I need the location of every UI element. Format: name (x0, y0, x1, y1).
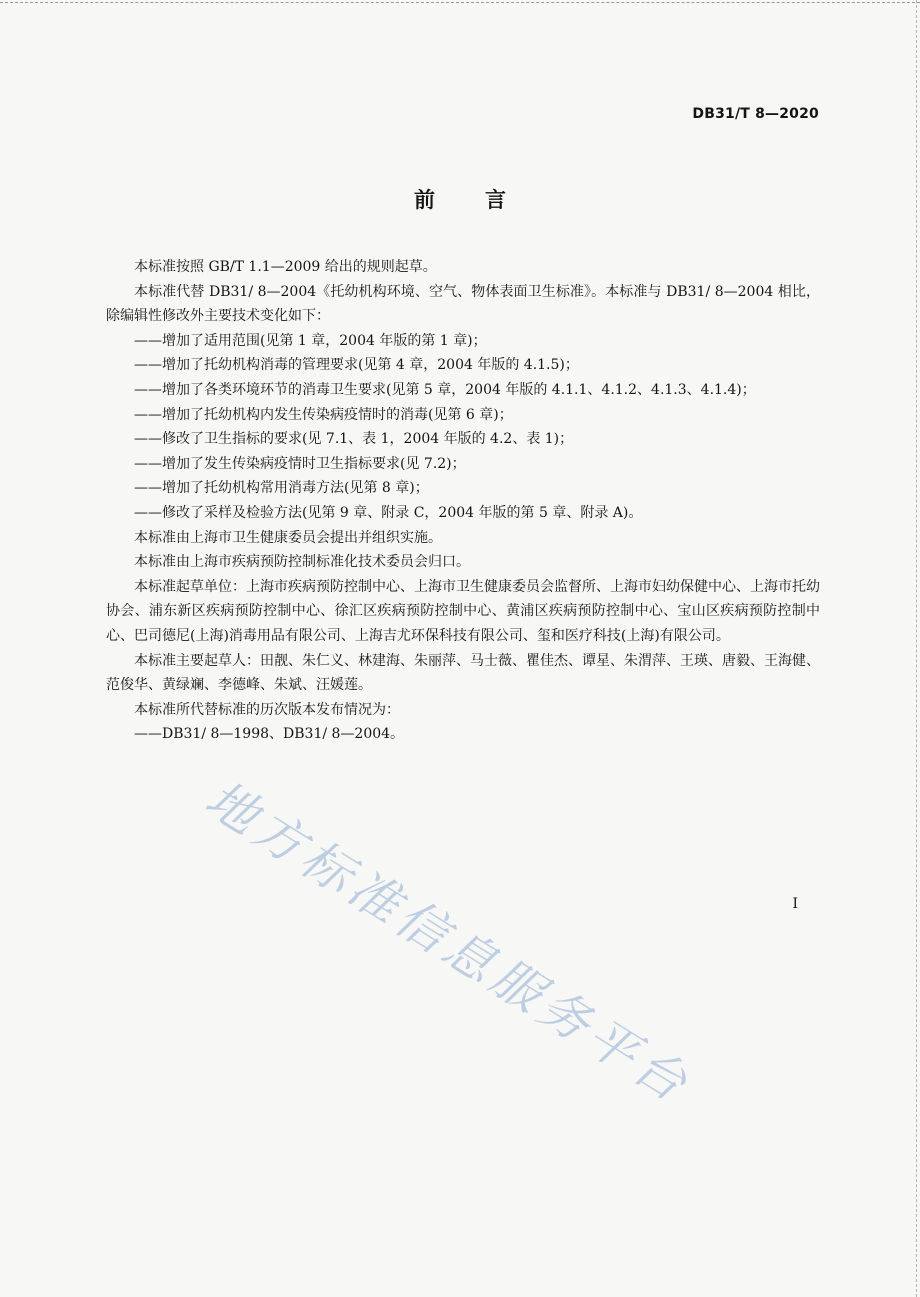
paragraph-drafting-units: 本标准起草单位：上海市疾病预防控制中心、上海市卫生健康委员会监督所、上海市妇幼保健中心、上海市托幼协会、浦东新区疾病预防控制中心、徐汇区疾病预防控制中心、黄浦区疾病预防控制中心、宝山区疾病预防控制中心、巴司德尼(上海)消毒用品有限公司、上海吉尤环保科技有限公司、玺和医疗科技(上海)有限公司。 (106, 578, 820, 644)
page-title: 前言 (414, 188, 556, 212)
page-number: I (792, 896, 798, 912)
change-item: ——增加了托幼机构消毒的管理要求(见第 4 章，2004 年版的 4.1.5)； (134, 357, 579, 374)
paragraph-drafters: 本标准主要起草人：田靓、朱仁义、林建海、朱丽萍、马士薇、瞿佳杰、谭星、朱渭萍、王瑛、唐毅、王海健、范俊华、黄绿斓、李德峰、朱斌、汪媛莲。 (106, 652, 820, 694)
watermark-text: 地方标准信息服务平台 (195, 769, 702, 1116)
change-item: ——增加了各类环境环节的消毒卫生要求(见第 5 章，2004 年版的 4.1.1、4.1.2、4.1.3、4.1.4)； (134, 381, 756, 398)
change-item: ——修改了采样及检验方法(见第 9 章、附录 C，2004 年版的第 5 章、附录 A)。 (134, 504, 643, 521)
paragraph-previous-editions: 本标准所代替标准的历次版本发布情况为： (134, 701, 400, 718)
previous-edition-item: ——DB31/ 8—1998、DB31/ 8—2004。 (134, 726, 405, 743)
change-item: ——增加了适用范围(见第 1 章，2004 年版的第 1 章)； (134, 332, 487, 349)
top-border-line (0, 2, 920, 3)
paragraph-replaces: 本标准代替 DB31/ 8—2004《托幼机构环境、空气、物体表面卫生标准》。本标准与 DB31/ 8—2004 相比，除编辑性修改外主要技术变化如下： (106, 283, 820, 325)
change-item: ——增加了托幼机构常用消毒方法(见第 8 章)； (134, 480, 429, 497)
document-code: DB31/T 8—2020 (692, 106, 819, 122)
change-item: ——增加了托幼机构内发生传染病疫情时的消毒(见第 6 章)； (134, 406, 513, 423)
paragraph-under-jurisdiction: 本标准由上海市疾病预防控制标准化技术委员会归口。 (134, 554, 470, 571)
paragraph-proposed-by: 本标准由上海市卫生健康委员会提出并组织实施。 (134, 529, 442, 546)
change-item: ——修改了卫生指标的要求(见 7.1、表 1，2004 年版的 4.2、表 1)； (134, 431, 574, 448)
paragraph-drafting-rules: 本标准按照 GB/T 1.1—2009 给出的规则起草。 (134, 259, 437, 275)
foreword-body (106, 255, 820, 747)
change-item: ——增加了发生传染病疫情时卫生指标要求(见 7.2)； (134, 455, 466, 472)
